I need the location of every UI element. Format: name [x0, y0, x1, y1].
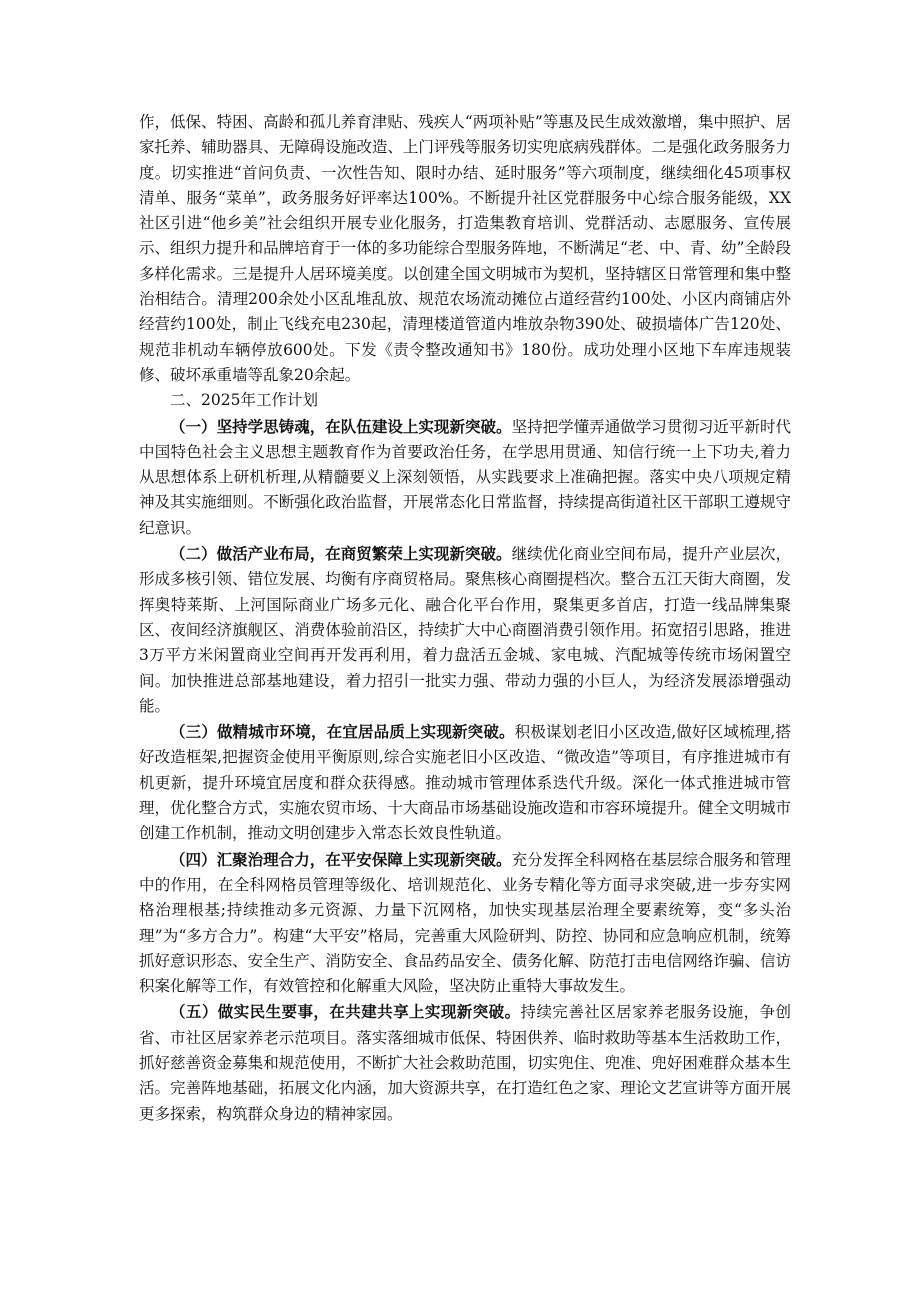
- plan-item-1-title: （一）坚持学思铸魂，在队伍建设上实现新突破。: [170, 416, 512, 436]
- plan-item-3-title: （三）做精城市环境，在宜居品质上实现新突破。: [170, 722, 515, 742]
- plan-item-5-body: 持续完善社区居家养老服务设施，争创省、市社区居家养老示范项目。落实落细城市低保、特困供养、临时救助等基本生活救助工作，抓好慈善资金募集和规范使用，不断扩大社会救助范围，切实兜住、兜准、兜好困难群众基本生活。完善阵地基础，拓展文化内涵，加大资源共享，在打造红色之家、理论文艺宣讲等方面开展更多探索，构筑群众身边的精神家园。: [139, 1003, 791, 1123]
- plan-item-2-body: 继续优化商业空间布局，提升产业层次，形成多核引领、错位发展、均衡有序商贸格局。聚焦核心商圈提档次。整合五江天街大商圈，发挥奥特莱斯、上河国际商业广场多元化、融合化平台作用，聚集更多首店，打造一线品牌集聚区、夜间经济旗舰区、消费体验前沿区，持续扩大中心商圈消费引领作用。拓宽招引思路，推进3万平方米闲置商业空间再开发再利用，着力盘活五金城、家电城、汽配城等传统市场闲置空间。加快推进总部基地建设，着力招引一批实力强、带动力强的小巨人，为经济发展添增强动能。: [139, 545, 791, 715]
- document-page: [139, 110, 791, 1127]
- plan-item-2-title: （二）做活产业布局，在商贸繁荣上实现新突破。: [170, 544, 512, 564]
- plan-item-4: [139, 847, 791, 1000]
- intro-paragraph: 作，低保、特困、高龄和孤儿养育津贴、残疾人“两项补贴”等惠及民生成效激增，集中照护、居家托养、辅助器具、无障碍设施改造、上门评残等服务切实兜底病残群体。二是强化政务服务力度。切实推进“首问负责、一次性告知、限时办结、延时服务”等六项制度，继续细化45项事权清单、服务“菜单”，政务服务好评率达100%。不断提升社区党群服务中心综合服务能级，XX社区引进“他乡美”社会组织开展专业化服务，打造集教育培训、党群活动、志愿服务、宣传展示、组织力提升和品牌培育于一体的多功能综合型服务阵地，不断满足“老、中、青、幼”全龄段多样化需求。三是提升人居环境美度。以创建全国文明城市为契机，坚持辖区日常管理和集中整治相结合。清理200余处小区乱堆乱放、规范农场流动摊位占道经营约100处、小区内商铺店外经营约100处，制止飞线充电230起，清理楼道管道内堆放杂物390处、破损墙体广告120处、规范非机动车辆停放600处。下发《责令整改通知书》180份。成功处理小区地下车库违规装修、破坏承重墙等乱象20余起。: [139, 113, 791, 384]
- section-heading: 二、2025年工作计划: [170, 391, 318, 410]
- plan-item-5: [139, 999, 791, 1126]
- plan-item-2: [139, 541, 791, 719]
- plan-item-4-body: 充分发挥全科网格在基层综合服务和管理中的作用，在全科网格员管理等级化、培训规范化、业务专精化等方面寻求突破,进一步夯实网格治理根基;持续推动多元资源、力量下沉网格，加快实现基层治理全要素统筹，变“多头治理”为“多方合力”。构建“大平安”格局，完善重大风险研判、防控、协同和应急响应机制，统筹抓好意识形态、安全生产、消防安全、食品药品安全、债务化解、防范打击电信网络诈骗、信访积案化解等工作，有效管控和化解重大风险，坚决防止重特大事故发生。: [139, 850, 791, 996]
- plan-item-3: [139, 719, 791, 846]
- plan-item-3-body: 积极谋划老旧小区改造,做好区域梳理,搭好改造框架,把握资金使用平衡原则,综合实施老旧小区改造、“微改造”等项目，有序推进城市有机更新，提升环境宜居度和群众获得感。推动城市管理体系迭代升级。深化一体式推进城市管理，优化整合方式，实施农贸市场、十大商品市场基础设施改造和市容环境提升。健全文明城市创建工作机制，推动文明创建步入常态长效良性轨道。: [139, 723, 791, 843]
- plan-item-4-title: （四）汇聚治理合力，在平安保障上实现新突破。: [170, 849, 512, 869]
- plan-item-5-title: （五）做实民生要事，在共建共享上实现新突破。: [170, 1002, 521, 1022]
- plan-item-1-body: 坚持把学懂弄通做学习贯彻习近平新时代中国特色社会主义思想主题教育作为首要政治任务，在学思用贯通、知信行统一上下功夫,着力从思想体系上研机析理,从精髓要义上深刻领悟，从实践要求上准确把握。落实中央八项规定精神及其实施细则。不断强化政治监督，开展常态化日常监督，持续提高街道社区干部职工遵规守纪意识。: [139, 417, 791, 537]
- plan-item-1: [139, 414, 791, 541]
